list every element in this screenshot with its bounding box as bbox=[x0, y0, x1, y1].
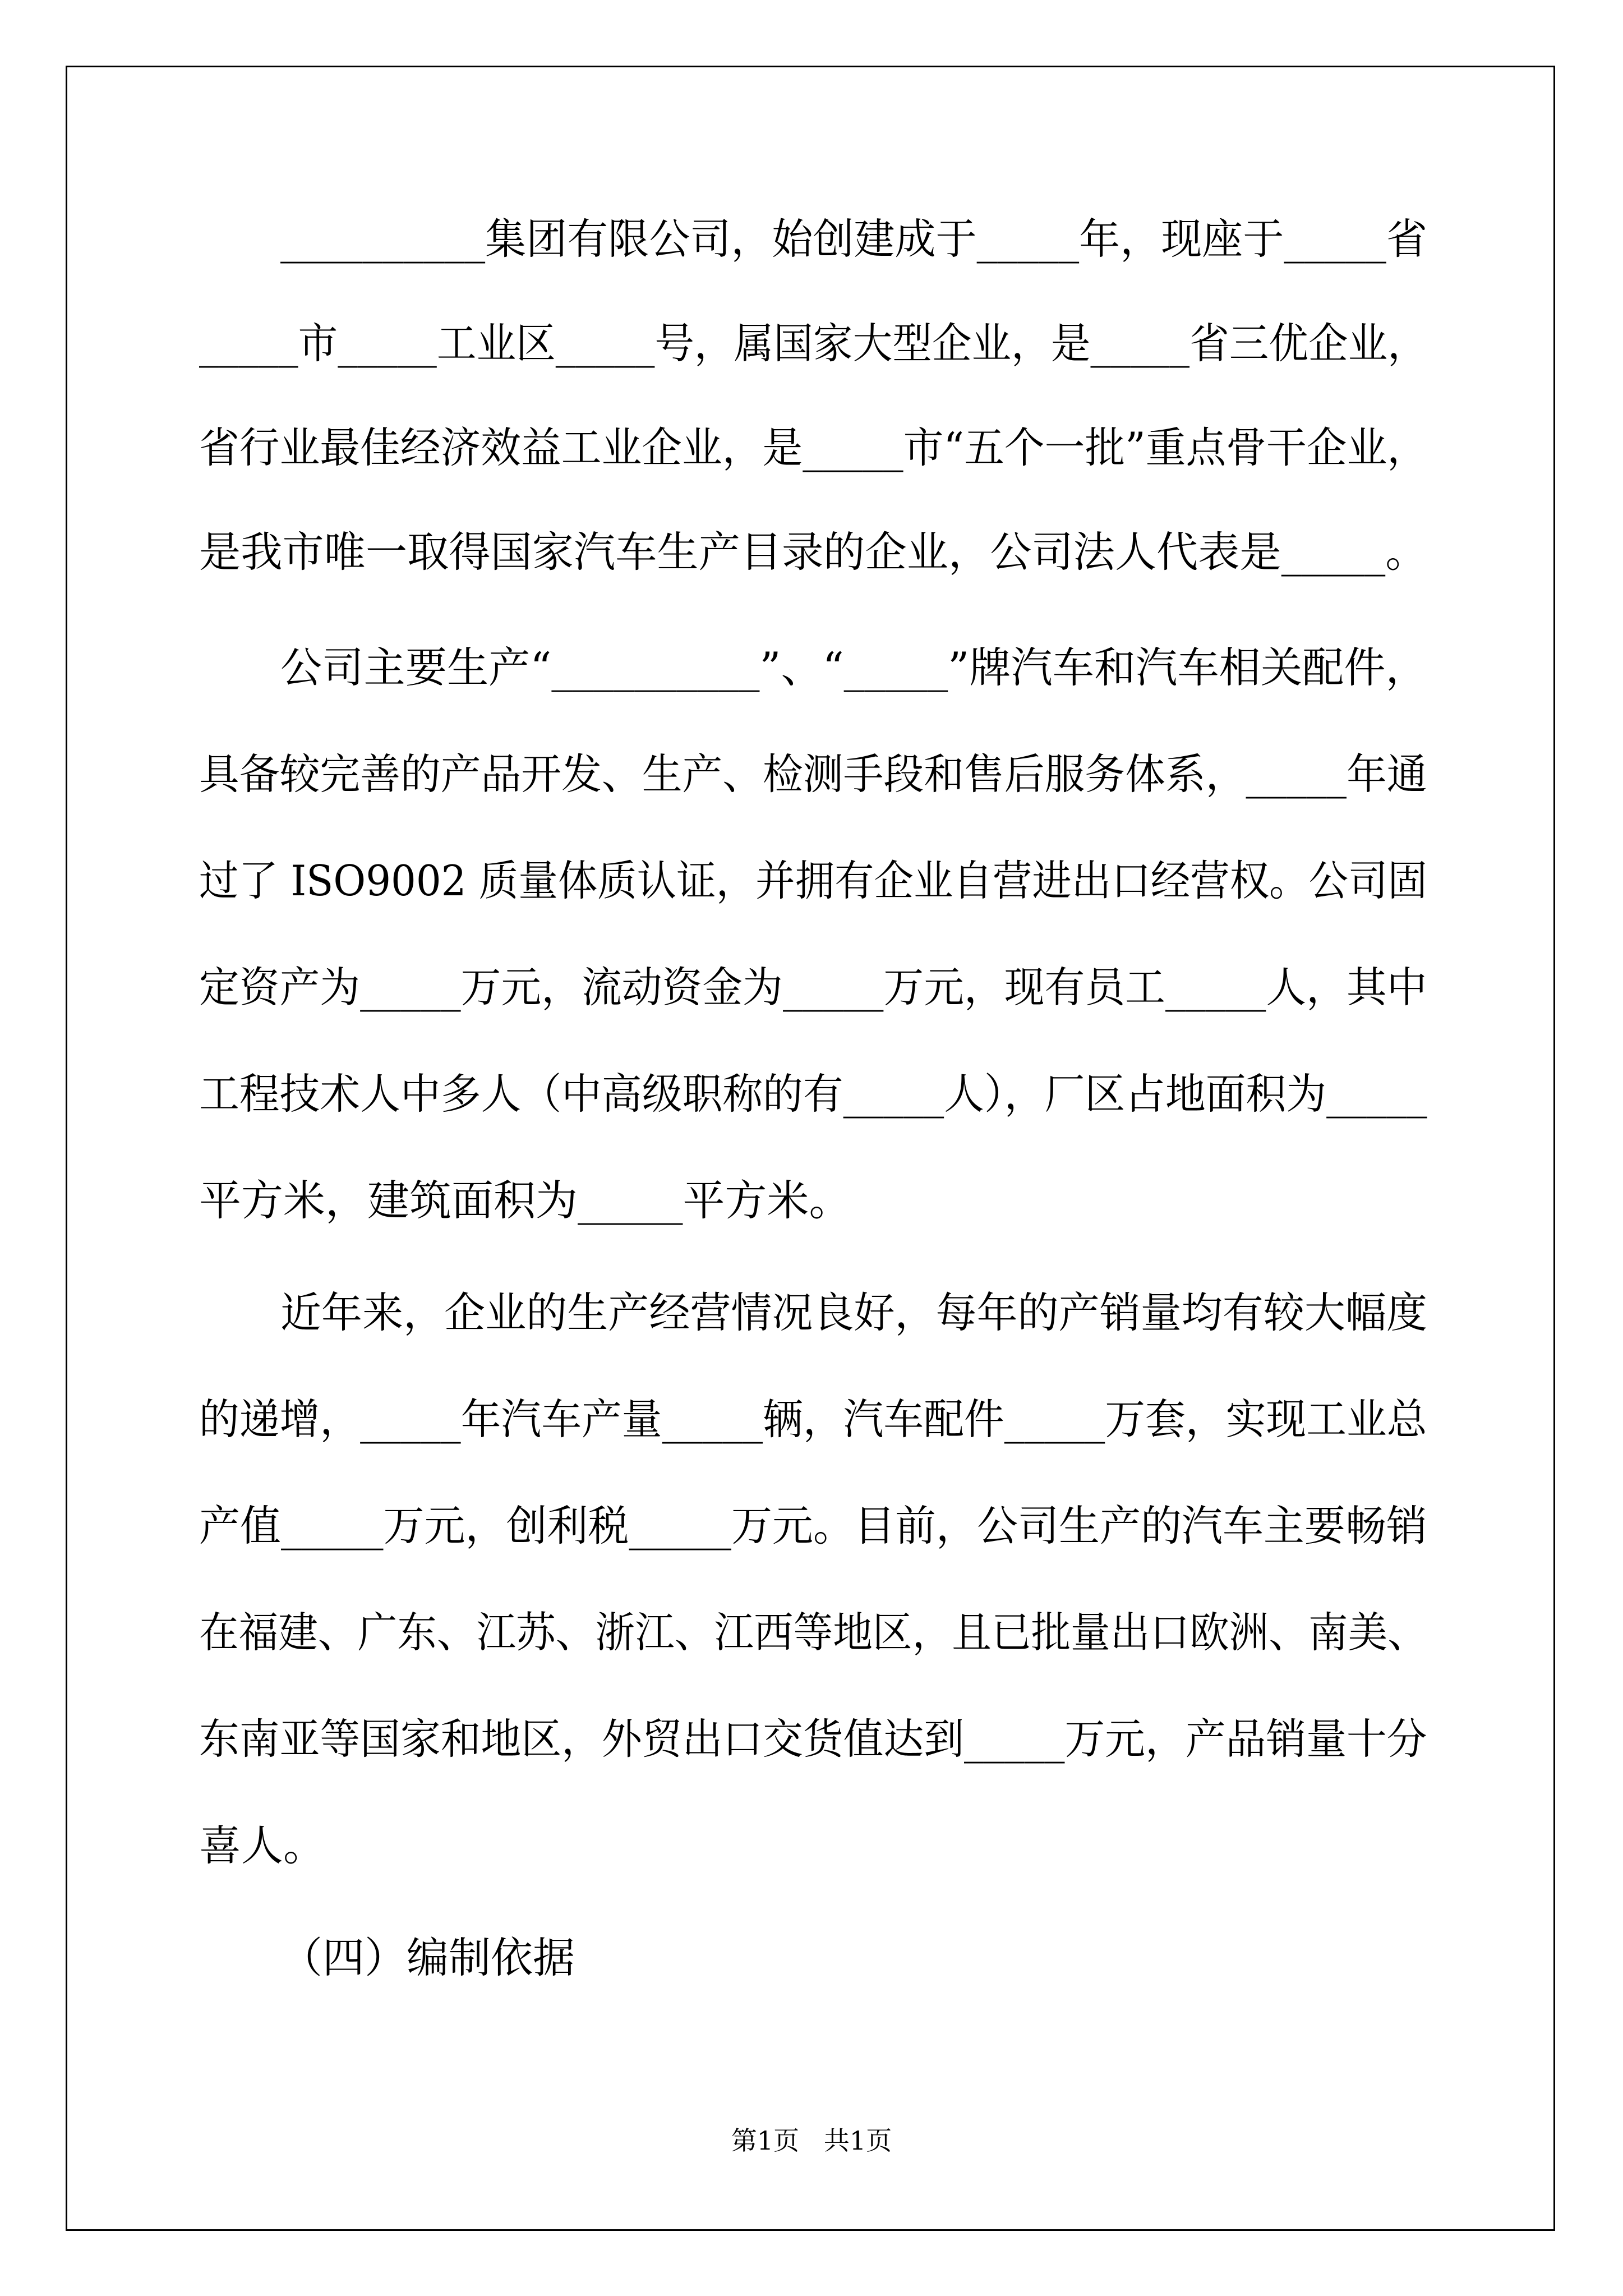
page-border bbox=[66, 66, 1555, 2231]
paragraph-3-line-4: 在福建、广东、江苏、浙江、江西等地区，且已批量出口欧洲、南美、 bbox=[199, 1608, 1427, 1657]
paragraph-3-line-3: 产值_____万元，创利税_____万元。目前，公司生产的汽车主要畅销 bbox=[199, 1501, 1427, 1550]
paragraph-2-line-6: 平方米，建筑面积为_____平方米。 bbox=[199, 1176, 851, 1225]
paragraph-2-line-4: 定资产为_____万元，流动资金为_____万元，现有员工_____人，其中 bbox=[199, 963, 1427, 1012]
paragraph-2-line-3: 过了 ISO9002 质量体质认证，并拥有企业自营进出口经营权。公司固 bbox=[199, 856, 1428, 905]
section-heading: （四）编制依据 bbox=[280, 1933, 575, 1982]
paragraph-1-line-4: 是我市唯一取得国家汽车生产目录的企业，公司法人代表是_____。 bbox=[199, 527, 1427, 577]
page-footer: 第1页 共1页 bbox=[731, 2125, 892, 2156]
paragraph-3-line-1: 近年来，企业的生产经营情况良好，每年的产销量均有较大幅度 bbox=[280, 1288, 1427, 1337]
paragraph-1-line-3: 省行业最佳经济效益工业企业，是_____市“五个一批”重点骨干企业， bbox=[199, 423, 1428, 472]
paragraph-3-line-5: 东南亚等国家和地区，外贸出口交货值达到_____万元，产品销量十分 bbox=[199, 1714, 1427, 1764]
paragraph-2-line-2: 具备较完善的产品开发、生产、检测手段和售后服务体系，_____年通 bbox=[199, 749, 1427, 799]
paragraph-1-line-1: __________集团有限公司，始创建成于_____年，现座于_____省 bbox=[280, 214, 1427, 264]
paragraph-3-line-2: 的递增，_____年汽车产量_____辆，汽车配件_____万套，实现工业总 bbox=[199, 1395, 1427, 1444]
paragraph-2-line-5: 工程技术人中多人（中高级职称的有_____人），厂区占地面积为_____ bbox=[199, 1069, 1427, 1119]
paragraph-2-line-1: 公司主要生产“__________”、“_____”牌汽车和汽车相关配件， bbox=[280, 643, 1427, 692]
paragraph-1-line-2: _____市_____工业区_____号，属国家大型企业，是_____省三优企业， bbox=[199, 319, 1427, 368]
paragraph-3-line-6: 喜人。 bbox=[199, 1821, 326, 1870]
